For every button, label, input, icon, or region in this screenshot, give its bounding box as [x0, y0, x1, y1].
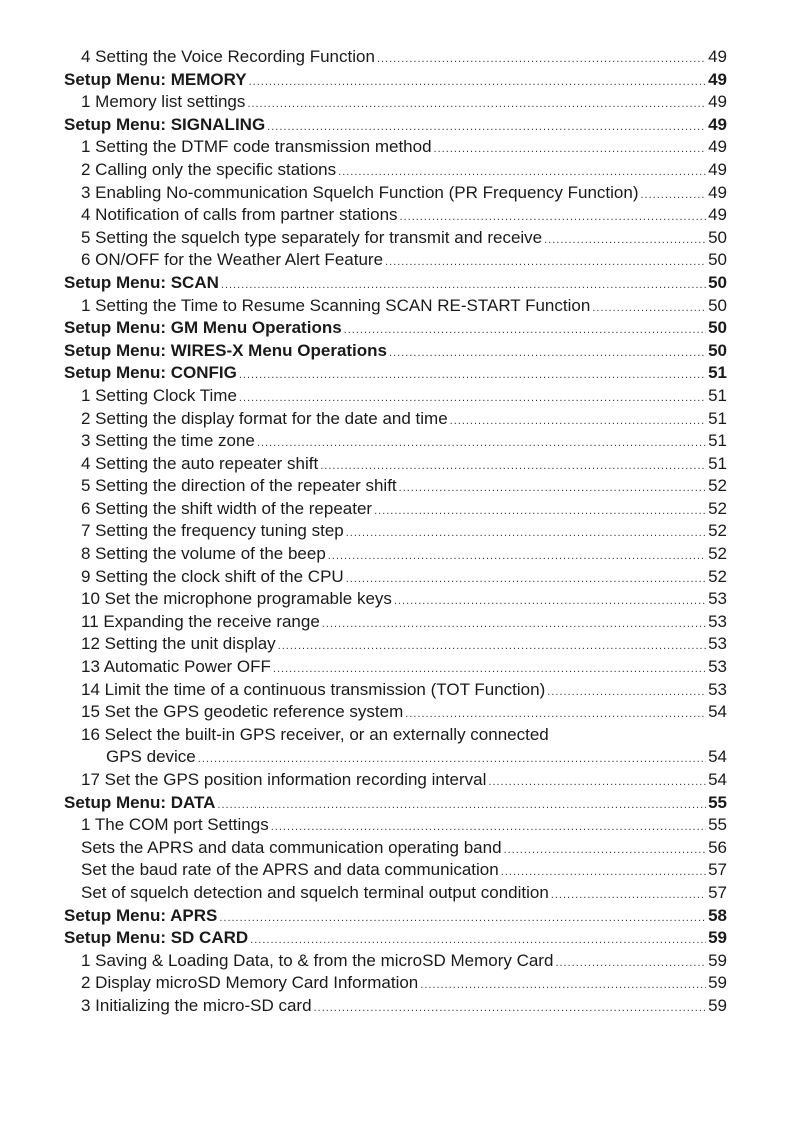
- toc-section-heading[interactable]: [64, 69, 727, 92]
- toc-page-number: 59: [708, 995, 727, 1015]
- dot-leader: [434, 138, 707, 161]
- toc-entry[interactable]: [64, 588, 727, 611]
- toc-page-number: 49: [708, 114, 727, 134]
- dot-leader: [400, 206, 707, 229]
- toc-entry[interactable]: [64, 46, 727, 69]
- dot-leader: [250, 929, 706, 952]
- toc-entry[interactable]: [64, 656, 727, 679]
- dot-leader: [273, 658, 706, 681]
- toc-section-heading[interactable]: [64, 905, 727, 928]
- dot-leader: [389, 342, 706, 365]
- toc-entry[interactable]: [64, 475, 727, 498]
- toc-entry-title: 2 Display microSD Memory Card Information: [81, 973, 419, 993]
- toc-page-number: 49: [708, 182, 727, 202]
- dot-leader: [394, 590, 706, 613]
- toc-entry-title: 1 The COM port Settings: [81, 815, 269, 835]
- dot-leader: [198, 748, 706, 771]
- toc-heading-title: Setup Menu: DATA: [64, 792, 216, 812]
- toc-section-heading[interactable]: [64, 114, 727, 137]
- toc-entry[interactable]: [64, 701, 727, 724]
- toc-page-number: 49: [708, 137, 727, 157]
- dot-leader: [338, 161, 706, 184]
- toc-entry-title: GPS device: [106, 747, 196, 767]
- toc-page-number: 55: [708, 792, 727, 812]
- toc-entry-title: 1 Memory list settings: [81, 92, 246, 112]
- toc-page-number: 49: [708, 205, 727, 225]
- dot-leader: [249, 71, 706, 94]
- dot-leader: [405, 703, 706, 726]
- table-of-contents: [64, 46, 727, 1018]
- toc-entry[interactable]: [64, 543, 727, 566]
- toc-entry-title: 3 Enabling No-communication Squelch Function (PR Frequency Function): [81, 182, 639, 202]
- toc-entry-title: Set of squelch detection and squelch terminal output condition: [81, 882, 549, 902]
- toc-entry[interactable]: [64, 950, 727, 973]
- toc-entry-title: 7 Setting the frequency tuning step: [81, 521, 344, 541]
- toc-page-number: 49: [708, 69, 727, 89]
- toc-page-number: 53: [708, 657, 727, 677]
- dot-leader: [504, 839, 707, 862]
- toc-entry[interactable]: [64, 453, 727, 476]
- toc-page-number: 57: [708, 882, 727, 902]
- toc-page-number: 56: [708, 837, 727, 857]
- toc-page-number: 49: [708, 159, 727, 179]
- toc-page-number: 51: [708, 453, 727, 473]
- toc-entry[interactable]: [64, 295, 727, 318]
- dot-leader: [219, 907, 706, 930]
- toc-page-number: 51: [708, 363, 727, 383]
- toc-entry-title: 2 Calling only the specific stations: [81, 159, 337, 179]
- dot-leader: [239, 364, 706, 387]
- toc-entry-title: 12 Setting the unit display: [81, 634, 276, 654]
- toc-entry[interactable]: [64, 679, 727, 702]
- dot-leader: [322, 613, 706, 636]
- toc-page-number: 59: [708, 950, 727, 970]
- toc-page-number: 54: [708, 702, 727, 722]
- toc-entry[interactable]: [64, 430, 727, 453]
- toc-page-number: 50: [708, 227, 727, 247]
- toc-entry[interactable]: [64, 995, 727, 1018]
- toc-entry[interactable]: [64, 520, 727, 543]
- toc-entry-title: 6 ON/OFF for the Weather Alert Feature: [81, 250, 384, 270]
- toc-entry-title: 3 Setting the time zone: [81, 431, 255, 451]
- toc-page-number: 50: [708, 318, 727, 338]
- toc-page-number: 59: [708, 973, 727, 993]
- dot-leader: [420, 974, 706, 997]
- toc-entry[interactable]: [64, 182, 727, 205]
- dot-leader: [217, 794, 706, 817]
- toc-page-number: 53: [708, 679, 727, 699]
- toc-entry[interactable]: [64, 136, 727, 159]
- toc-entry[interactable]: [64, 633, 727, 656]
- dot-leader: [450, 410, 706, 433]
- toc-entry-title: 1 Setting the Time to Resume Scanning SCAN RE-START Function: [81, 295, 591, 315]
- toc-heading-title: Setup Menu: WIRES-X Menu Operations: [64, 340, 388, 360]
- dot-leader: [271, 816, 706, 839]
- toc-page-number: 59: [708, 928, 727, 948]
- dot-leader: [346, 522, 706, 545]
- toc-entry-title: 6 Setting the shift width of the repeater: [81, 498, 373, 518]
- dot-leader: [551, 884, 706, 907]
- toc-entry-title: 4 Setting the auto repeater shift: [81, 453, 319, 473]
- toc-page-number: 52: [708, 566, 727, 586]
- dot-leader: [346, 568, 706, 591]
- toc-page-number: 50: [708, 295, 727, 315]
- toc-page-number: 52: [708, 544, 727, 564]
- toc-entry[interactable]: [64, 249, 727, 272]
- toc-page-number: 51: [708, 385, 727, 405]
- toc-entry-title: Sets the APRS and data communication operating band: [81, 837, 502, 857]
- toc-heading-title: Setup Menu: SCAN: [64, 272, 219, 292]
- toc-entry-title: 8 Setting the volume of the beep: [81, 544, 326, 564]
- dot-leader: [385, 251, 706, 274]
- toc-entry-title: 3 Initializing the micro-SD card: [81, 995, 312, 1015]
- toc-entry[interactable]: [64, 859, 727, 882]
- toc-entry[interactable]: [64, 566, 727, 589]
- toc-page-number: 53: [708, 611, 727, 631]
- toc-entry-title: 11 Expanding the receive range: [81, 611, 320, 631]
- toc-entry-title: 4 Setting the Voice Recording Function: [81, 47, 375, 66]
- toc-page-number: 51: [708, 408, 727, 428]
- toc-entry[interactable]: [64, 814, 727, 837]
- toc-heading-title: Setup Menu: SD CARD: [64, 928, 249, 948]
- dot-leader: [641, 184, 707, 207]
- toc-entry-title: 5 Setting the squelch type separately for transmit and receive: [81, 227, 543, 247]
- toc-section-heading[interactable]: [64, 317, 727, 340]
- dot-leader: [547, 681, 706, 704]
- toc-section-heading[interactable]: [64, 792, 727, 815]
- dot-leader: [488, 771, 706, 794]
- dot-leader: [344, 319, 706, 342]
- toc-page-number: 57: [708, 860, 727, 880]
- toc-entry[interactable]: [64, 91, 727, 114]
- toc-entry[interactable]: [64, 159, 727, 182]
- toc-entry[interactable]: [64, 837, 727, 860]
- toc-entry[interactable]: [64, 724, 727, 747]
- toc-page-number: 53: [708, 589, 727, 609]
- toc-entry-title: 10 Set the microphone programable keys: [81, 589, 392, 609]
- toc-entry[interactable]: [64, 611, 727, 634]
- toc-page-number: 51: [708, 431, 727, 451]
- dot-leader: [239, 387, 706, 410]
- toc-section-heading[interactable]: [64, 272, 727, 295]
- dot-leader: [267, 116, 706, 139]
- dot-leader: [221, 274, 706, 297]
- toc-page-number: 52: [708, 521, 727, 541]
- toc-entry-title: 15 Set the GPS geodetic reference system: [81, 702, 404, 722]
- toc-entry-title: 9 Setting the clock shift of the CPU: [81, 566, 344, 586]
- toc-heading-title: Setup Menu: MEMORY: [64, 69, 247, 89]
- toc-page-number: 50: [708, 250, 727, 270]
- dot-leader: [257, 432, 706, 455]
- toc-entry-title: 16 Select the built-in GPS receiver, or an externally connected: [81, 724, 549, 744]
- toc-entry[interactable]: [64, 498, 727, 521]
- toc-heading-title: Setup Menu: CONFIG: [64, 363, 237, 383]
- toc-entry[interactable]: [64, 972, 727, 995]
- toc-entry-title: 13 Automatic Power OFF: [81, 657, 271, 677]
- dot-leader: [278, 635, 706, 658]
- toc-entry[interactable]: [64, 385, 727, 408]
- toc-section-heading[interactable]: [64, 362, 727, 385]
- dot-leader: [544, 229, 706, 252]
- toc-heading-title: Setup Menu: SIGNALING: [64, 114, 266, 134]
- dot-leader: [328, 545, 706, 568]
- dot-leader: [314, 997, 707, 1020]
- dot-leader: [555, 952, 706, 975]
- dot-leader: [592, 297, 706, 320]
- toc-page-number: 54: [708, 770, 727, 789]
- toc-page-number: 50: [708, 272, 727, 292]
- toc-entry-title: 2 Setting the display format for the date and time: [81, 408, 448, 428]
- toc-entry[interactable]: [64, 227, 727, 250]
- toc-entry[interactable]: [64, 882, 727, 905]
- toc-page-number: 52: [708, 476, 727, 496]
- toc-entry[interactable]: [64, 408, 727, 431]
- dot-leader: [374, 500, 706, 523]
- dot-leader: [399, 477, 706, 500]
- dot-leader: [320, 455, 706, 478]
- toc-page-number: 49: [708, 92, 727, 112]
- toc-heading-title: Setup Menu: APRS: [64, 905, 218, 925]
- toc-entry-title: 14 Limit the time of a continuous transmission (TOT Function): [81, 679, 546, 699]
- toc-entry[interactable]: [64, 204, 727, 227]
- dot-leader: [377, 48, 706, 71]
- toc-section-heading[interactable]: [64, 340, 727, 363]
- toc-entry-title: 1 Saving & Loading Data, to & from the microSD Memory Card: [81, 950, 554, 970]
- dot-leader: [247, 93, 706, 116]
- toc-entry[interactable]: [64, 746, 727, 769]
- toc-page-number: 52: [708, 498, 727, 518]
- toc-entry-title: 5 Setting the direction of the repeater shift: [81, 476, 397, 496]
- toc-page-number: 58: [708, 905, 727, 925]
- toc-entry[interactable]: [64, 769, 727, 792]
- toc-page-number: 49: [708, 47, 727, 66]
- toc-entry-title: 1 Setting the DTMF code transmission method: [81, 137, 432, 157]
- toc-entry-title: Set the baud rate of the APRS and data communication: [81, 860, 499, 880]
- toc-entry-title: 1 Setting Clock Time: [81, 385, 237, 405]
- toc-section-heading[interactable]: [64, 927, 727, 950]
- toc-heading-title: Setup Menu: GM Menu Operations: [64, 318, 342, 338]
- toc-page-number: 50: [708, 340, 727, 360]
- toc-page-number: 55: [708, 815, 727, 835]
- toc-page-number: 54: [708, 747, 727, 767]
- toc-entry-title: 4 Notification of calls from partner stations: [81, 205, 398, 225]
- toc-page-number: 53: [708, 634, 727, 654]
- dot-leader: [501, 861, 706, 884]
- toc-entry-title: 17 Set the GPS position information recording interval: [81, 770, 487, 789]
